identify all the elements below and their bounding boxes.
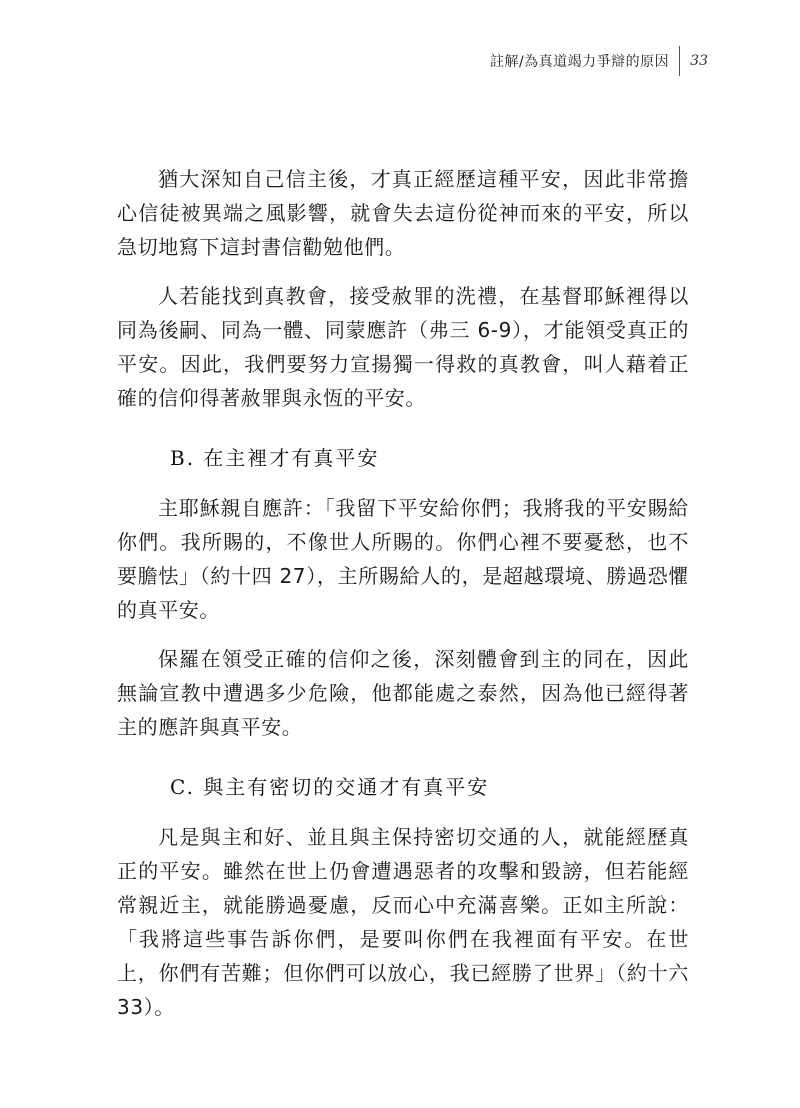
paragraph-1: 猶大深知自己信主後，才真正經歷這種平安，因此非常擔心信徒被異端之風影響，就會失去這份從神而來的平安，所以急切地寫下這封書信勸勉他們。 (117, 167, 689, 259)
section-heading-c: C. 與主有密切的交通才有真平安 (170, 775, 490, 799)
paragraph-2: 人若能找到真教會，接受赦罪的洗禮，在基督耶穌裡得以同為後嗣、同為一體、同蒙應許（弗三 6-9），才能領受真正的平安。因此，我們要努力宣揚獨一得救的真教會，叫人藉着正確的信仰得著赦罪與永恆的平安。 (117, 284, 689, 410)
section-heading-b: B. 在主裡才有真平安 (170, 446, 380, 470)
paragraph-5: 凡是與主和好、並且與主保持密切交通的人，就能經歷真正的平安。雖然在世上仍會遭遇惡者的攻擊和毀謗，但若能經常親近主，就能勝過憂慮，反而心中充滿喜樂。正如主所說：「我將這些事告訴你們，是要叫你們在我裡面有平安。在世上，你們有苦難；但你們可以放心，我已經勝了世界」（約十六 33）。 (117, 825, 689, 1019)
paragraph-4: 保羅在領受正確的信仰之後，深刻體會到主的同在，因此無論宣教中遭遇多少危險，他都能處之泰然，因為他已經得著主的應許與真平安。 (117, 647, 689, 739)
paragraph-3: 主耶穌親自應許：「我留下平安給你們；我將我的平安賜給你們。我所賜的，不像世人所賜的。你們心裡不要憂愁，也不要膽怯」（約十四 27），主所賜給人的，是超越環境、勝過恐懼的真平安。 (117, 496, 689, 622)
running-header-title: 註解/為真道竭力爭辯的原因 (489, 54, 670, 70)
page-body (117, 162, 689, 1039)
running-header (490, 46, 708, 76)
page-number: 33 (690, 53, 708, 69)
